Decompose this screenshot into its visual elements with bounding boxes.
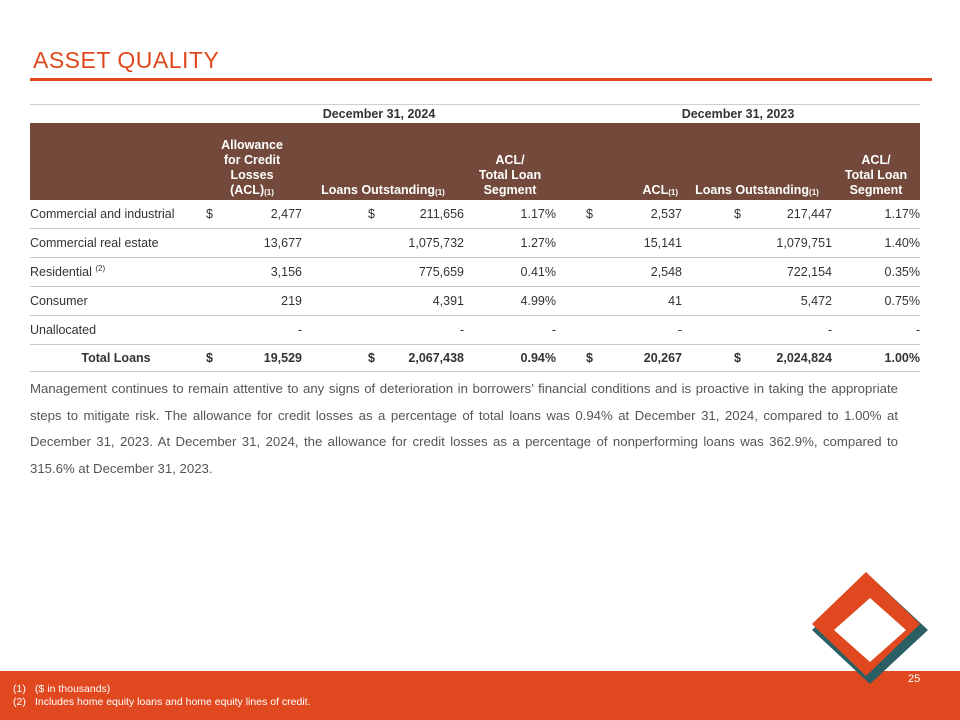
cell-loans-2024 [302,316,464,345]
cell-loans-2024 [302,258,464,287]
footnote-1 [13,683,311,696]
row-label [30,287,202,316]
row-label [30,316,202,345]
cell-acl-2023 [556,316,682,345]
cell-acl-2023 [556,200,682,229]
cell-value: 2,548 [650,265,682,279]
company-logo-icon [808,572,932,688]
cell-acl-2023 [556,287,682,316]
cell-acl-2024 [202,229,302,258]
period-spacer [30,105,202,124]
total-loans-2023-value: 2,024,824 [776,351,832,365]
row-label-text: Residential [30,265,92,280]
total-acl-2023-value: 20,267 [643,351,682,365]
currency-symbol: $ [734,207,741,221]
header-ratio-2023-line2: Total Loan [844,168,908,182]
footnote-number: (2) [13,696,26,708]
asset-quality-table [30,104,920,372]
cell-loans-2024 [302,200,464,229]
total-ratio-2024: 0.94% [464,345,556,372]
currency-symbol: $ [206,351,213,365]
cell-ratio-2024: 1.27% [464,229,556,258]
footnote-number: (1) [13,683,26,695]
cell-acl-2023 [556,229,682,258]
footnotes [13,683,311,709]
currency-symbol: $ [206,207,213,221]
cell-loans-2023 [682,316,832,345]
currency-symbol: $ [734,351,741,365]
cell-value: 219 [281,294,302,308]
cell-value: 3,156 [270,265,302,279]
row-label-text: Unallocated [30,323,97,337]
cell-loans-2023 [682,229,832,258]
cell-ratio-2024: 1.17% [464,200,556,229]
period-2024: December 31, 2024 [202,105,556,124]
total-loans-2024 [302,345,464,372]
header-loans-2024 [302,123,464,200]
cell-ratio-2023: 1.17% [832,200,920,229]
cell-value: 5,472 [800,294,832,308]
cell-value: - [677,323,682,337]
cell-loans-2024 [302,229,464,258]
cell-acl-2024 [202,316,302,345]
cell-value: 4,391 [432,294,464,308]
header-acl-2023 [556,123,682,200]
header-ratio-2024-line3: Segment [483,183,537,197]
cell-acl-2024 [202,287,302,316]
currency-symbol: $ [368,207,375,221]
cell-value: 41 [668,294,682,308]
header-ratio-2024-line1: ACL/ [495,153,525,167]
footnote-ref: (1) [264,188,274,197]
cell-loans-2023 [682,287,832,316]
page-title: ASSET QUALITY [33,47,220,73]
row-label [30,258,202,287]
header-ratio-2024 [464,123,556,200]
row-label-text: Consumer [30,294,88,308]
cell-ratio-2023: 0.75% [832,287,920,316]
header-ratio-2023-line3: Segment [849,183,903,197]
header-ratio-2023-line1: ACL/ [861,153,891,167]
header-loans-2024-label: Loans Outstanding [321,183,436,197]
total-ratio-2023: 1.00% [832,345,920,372]
cell-value: 15,141 [643,236,682,250]
header-loans-2023-label: Loans Outstanding [695,183,810,197]
cell-value: - [827,323,832,337]
row-label [30,229,202,258]
total-acl-2024 [202,345,302,372]
header-acl-2023-label: ACL [642,183,669,197]
row-label-text: Commercial and industrial [30,207,175,221]
header-acl-2024 [202,123,302,200]
page-number: 25 [908,673,921,685]
total-acl-2023 [556,345,682,372]
footnote-ref: (1) [809,188,819,197]
header-acl-2024-line4: (ACL) [230,183,265,197]
table-row [30,316,920,345]
cell-value: 13,677 [263,236,302,250]
period-2023: December 31, 2023 [556,105,920,124]
column-header-row [30,123,920,200]
cell-value: 722,154 [786,265,832,279]
cell-value: 1,079,751 [776,236,832,250]
cell-ratio-2023: 1.40% [832,229,920,258]
total-loans-2023 [682,345,832,372]
cell-value: - [459,323,464,337]
footnote-ref: (1) [435,188,445,197]
cell-value: - [297,323,302,337]
header-acl-2024-line1: Allowance [221,138,283,152]
cell-value: 211,656 [419,207,464,221]
total-loans-2024-value: 2,067,438 [408,351,464,365]
footnote-text: ($ in thousands) [35,683,111,695]
cell-ratio-2024: 4.99% [464,287,556,316]
table-body [30,200,920,345]
cell-ratio-2023: 0.35% [832,258,920,287]
currency-symbol: $ [368,351,375,365]
total-acl-2024-value: 19,529 [263,351,302,365]
footnote-text: Includes home equity loans and home equity lines of credit. [35,696,311,708]
footnote-ref: (2) [95,264,106,274]
footnote-ref: (1) [668,188,678,197]
table-row [30,258,920,287]
header-loans-2023 [682,123,832,200]
commentary-paragraph: Management continues to remain attentive to any signs of deterioration in borrowers’ financial conditions and is proactive in taking the appropriate steps to mitigate risk. The allowance for credit losses as a percentage of total loans was 0.94% at December 31, 2024, compared to 1.00% at December 31, 2023. At December 31, 2024, the allowance for credit losses as a percentage of nonperforming loans was 362.9%, compared to 315.6% at December 31, 2023. [30,381,898,476]
table-row [30,287,920,316]
total-label: Total Loans [30,345,202,372]
row-label [30,200,202,229]
cell-acl-2023 [556,258,682,287]
cell-loans-2023 [682,258,832,287]
table-row [30,200,920,229]
total-row [30,345,920,372]
cell-value: 217,447 [786,207,832,221]
cell-acl-2024 [202,258,302,287]
cell-value: 1,075,732 [408,236,464,250]
cell-ratio-2023: - [832,316,920,345]
currency-symbol: $ [586,351,593,365]
currency-symbol: $ [586,207,593,221]
header-acl-2024-line3: Losses [230,168,274,182]
row-label-text: Commercial real estate [30,236,159,250]
cell-ratio-2024: 0.41% [464,258,556,287]
asset-quality-table-container [30,104,920,372]
cell-value: 2,477 [270,207,302,221]
cell-value: 775,659 [418,265,464,279]
footnote-2 [13,696,311,709]
cell-loans-2024 [302,287,464,316]
cell-ratio-2024: - [464,316,556,345]
header-ratio-2024-line2: Total Loan [478,168,542,182]
cell-acl-2024 [202,200,302,229]
table-row [30,229,920,258]
title-underline [30,78,932,81]
period-header-row [30,105,920,124]
header-acl-2024-line2: for Credit [223,153,281,167]
cell-value: 2,537 [650,207,682,221]
cell-loans-2023 [682,200,832,229]
header-segment [30,123,202,200]
header-ratio-2023 [832,123,920,200]
